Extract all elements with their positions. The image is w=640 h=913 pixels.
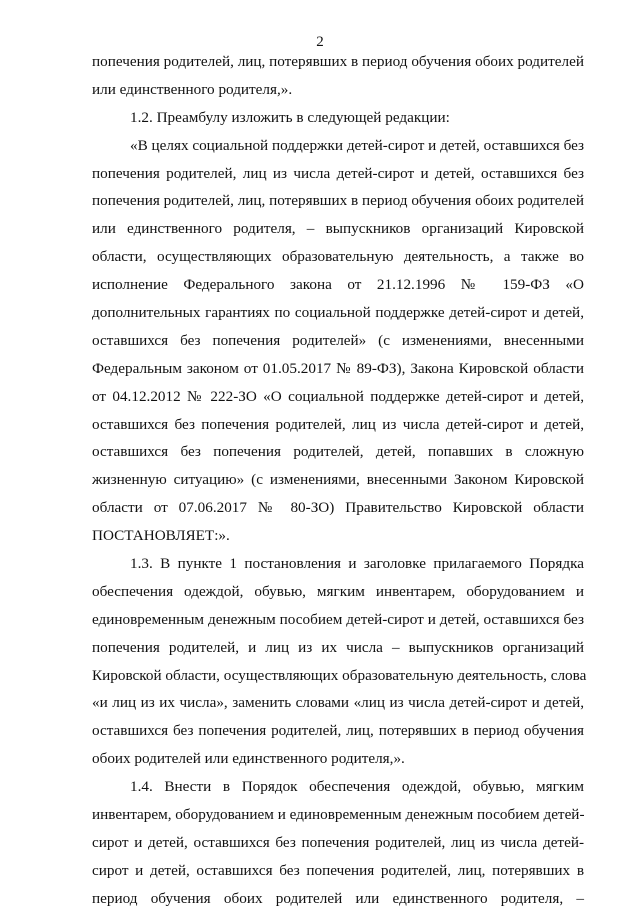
text-line: оставшихся без попечения родителей» (с изменениями, внесенными [92, 331, 584, 349]
text-line: попечения родителей, лиц из числа детей-сирот и детей, оставшихся без [92, 164, 584, 182]
text-line: жизненную ситуацию» (с изменениями, внесенными Законом Кировской [92, 471, 584, 489]
text-line: дополнительных гарантиях по социальной поддержке детей-сирот и детей, [92, 304, 584, 322]
text-line: области, осуществляющих образовательную деятельность, а также во [92, 248, 584, 266]
text-line: оставшихся без попечения родителей, лиц, потерявших в период обучения [92, 722, 584, 740]
text-line: обоих родителей или единственного родителя,». [92, 750, 405, 768]
text-line: Кировской области, осуществляющих образовательную деятельность, слова [92, 666, 587, 684]
text-line: оставшихся без попечения родителей, лиц из числа детей-сирот и детей, [92, 415, 584, 433]
text-line: 1.4. Внести в Порядок обеспечения одеждой, обувью, мягким [130, 778, 584, 796]
text-line: или единственного родителя, – выпускников организаций Кировской [92, 220, 584, 238]
text-line: от 04.12.2012 № 222-ЗО «О социальной поддержке детей-сирот и детей, [92, 387, 584, 405]
text-line: период обучения обоих родителей или единственного родителя, – [92, 889, 584, 907]
text-line: исполнение Федерального закона от 21.12.1996 № 159-ФЗ «О [92, 276, 584, 294]
text-line: 1.3. В пункте 1 постановления и заголовке прилагаемого Порядка [130, 555, 584, 573]
text-line: обеспечения одеждой, обувью, мягким инвентарем, оборудованием и [92, 582, 584, 600]
document-body [92, 48, 587, 913]
text-line: попечения родителей, лиц, потерявших в период обучения обоих родителей [92, 192, 584, 210]
text-line: сирот и детей, оставшихся без попечения родителей, лиц из числа детей- [92, 833, 584, 851]
text-line: области от 07.06.2017 № 80-ЗО) Правительство Кировской области [92, 499, 584, 517]
text-line: попечения родителей, лиц, потерявших в период обучения обоих родителей [92, 53, 584, 70]
text-line: единовременным денежным пособием детей-сирот и детей, оставшихся без [92, 610, 584, 628]
text-line: или единственного родителя,». [92, 80, 293, 98]
text-line: 1.2. Преамбулу изложить в следующей редакции: [130, 108, 450, 126]
text-line: сирот и детей, оставшихся без попечения родителей, лиц, потерявших в [92, 861, 584, 879]
text-line: инвентарем, оборудованием и единовременным денежным пособием детей- [92, 806, 585, 824]
page-number: 2 [316, 34, 324, 50]
text-line: «и лиц из их числа», заменить словами «лиц из числа детей-сирот и детей, [92, 694, 584, 712]
text-line: оставшихся без попечения родителей, детей, попавших в сложную [92, 443, 584, 461]
text-line: Федеральным законом от 01.05.2017 № 89-ФЗ), Закона Кировской области [92, 359, 584, 377]
text-line: попечения родителей, и лиц из их числа – выпускников организаций [92, 638, 584, 656]
text-line: ПОСТАНОВЛЯЕТ:». [92, 527, 230, 545]
text-line: «В целях социальной поддержки детей-сирот и детей, оставшихся без [130, 136, 585, 154]
